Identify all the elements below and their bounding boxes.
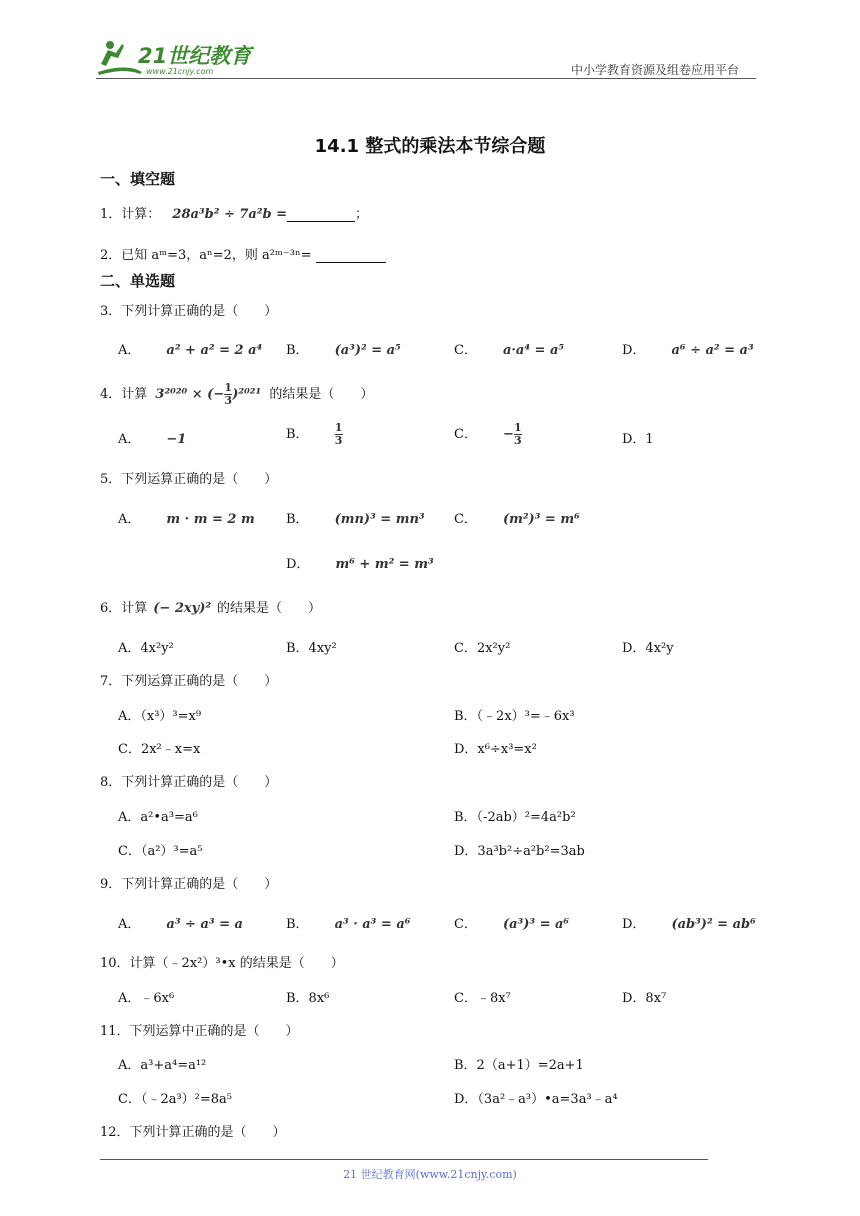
question-2: 2．已知 aᵐ=3，aⁿ=2，则 a²ᵐ⁻³ⁿ= [100,244,386,263]
question-6-stem: 6．计算 (− 2xy)² 的结果是（ ） [100,601,322,616]
q9-option-d[interactable]: D． (ab³)² = ab⁶ [622,917,756,932]
question-9-stem: 9．下列计算正确的是（ ） [100,877,278,892]
q10-option-a[interactable]: A．﹣6x⁶ [118,991,175,1006]
question-12-stem: 12．下列计算正确的是（ ） [100,1125,286,1140]
question-3-stem: 3．下列计算正确的是（ ） [100,304,278,319]
footer-link[interactable]: 21 世纪教育网(www.21cnjy.com) [343,1168,517,1181]
q6-option-d[interactable]: D．4x²y [622,641,674,656]
svg-text:www.21cnjy.com: www.21cnjy.com [146,67,214,76]
answer-blank-2[interactable] [316,262,386,263]
q10-option-c[interactable]: C．﹣8x⁷ [454,991,511,1006]
q3-option-d[interactable]: D． a⁶ ÷ a² = a³ [622,343,754,358]
q6-option-c[interactable]: C．2x²y² [454,641,511,656]
q7-option-d[interactable]: D．x⁶÷x³=x² [454,742,537,757]
question-1: 1．计算： 28a³b² ÷ 7a²b = ； [100,207,369,222]
q4-option-c[interactable]: C． − $\frac{1}{3}$ [454,421,522,447]
q11-option-a[interactable]: A．a³+a⁴=a¹² [118,1058,207,1073]
q11-option-b[interactable]: B．2（a+1）=2a+1 [454,1058,584,1073]
q5-option-a[interactable]: A． m · m = 2 m [118,512,255,527]
q4-option-a[interactable]: A． −1 [118,432,187,447]
q8-option-c[interactable]: C．（a²）³=a⁵ [118,844,203,859]
q11-option-d[interactable]: D．（3a²﹣a³）•a=3a³﹣a⁴ [454,1092,618,1107]
q7-option-a[interactable]: A．（x³）³=x⁹ [118,709,202,724]
q10-option-d[interactable]: D．8x⁷ [622,991,667,1006]
question-7-stem: 7．下列运算正确的是（ ） [100,674,278,689]
question-8-stem: 8．下列计算正确的是（ ） [100,775,278,790]
q5-option-d[interactable]: D． m⁶ + m² = m³ [286,557,434,572]
q6-option-b[interactable]: B．4xy² [286,641,337,656]
q8-option-b[interactable]: B．（-2ab）²=4a²b² [454,810,576,825]
question-4-stem: 4．计算 3²⁰²⁰ × (− $\frac{1}{3}$ )²⁰²¹ 的结果是（ ） [100,381,374,407]
page-title: 14.1 整式的乘法本节综合题 [314,136,546,157]
site-logo [96,36,266,80]
q11-option-c[interactable]: C．（﹣2a³）²=8a⁵ [118,1092,233,1107]
q9-option-a[interactable]: A． a³ ÷ a³ = a [118,917,243,932]
section-single-heading: 二、单选题 [100,272,176,290]
section-fill-heading: 一、填空题 [100,170,176,188]
question-10-stem: 10．计算（﹣2x²）³•x 的结果是（ ） [100,956,344,971]
q10-option-b[interactable]: B．8x⁶ [286,991,330,1006]
q4-option-d[interactable]: D．1 [622,432,654,447]
header-divider [96,78,756,79]
answer-blank-1[interactable] [287,221,355,222]
question-11-stem: 11．下列运算中正确的是（ ） [100,1024,299,1039]
q9-option-c[interactable]: C． (a³)³ = a⁶ [454,917,570,932]
q8-option-a[interactable]: A．a²•a³=a⁶ [118,810,198,825]
q5-option-b[interactable]: B． (mn)³ = mn³ [286,512,425,527]
svg-text:21世纪教育: 21世纪教育 [138,44,252,68]
q6-option-a[interactable]: A．4x²y² [118,641,174,656]
q8-option-d[interactable]: D．3a³b²÷a²b²=3ab [454,844,585,859]
q9-option-b[interactable]: B． a³ · a³ = a⁶ [286,917,411,932]
q3-option-a[interactable]: A． a² + a² = 2 a⁴ [118,343,263,358]
q3-option-b[interactable]: B． (a³)² = a⁵ [286,343,401,358]
q4-option-b[interactable]: B． $\frac{1}{3}$ [286,421,343,447]
q7-option-c[interactable]: C．2x²﹣x=x [118,742,201,757]
footer-divider [100,1159,708,1160]
q7-option-b[interactable]: B．（﹣2x）³=﹣6x³ [454,709,575,724]
q5-option-c[interactable]: C． (m²)³ = m⁶ [454,512,580,527]
header-tagline: 中小学教育资源及组卷应用平台 [571,63,740,77]
question-5-stem: 5．下列运算正确的是（ ） [100,472,278,487]
q3-option-c[interactable]: C． a·a⁴ = a⁵ [454,343,565,358]
